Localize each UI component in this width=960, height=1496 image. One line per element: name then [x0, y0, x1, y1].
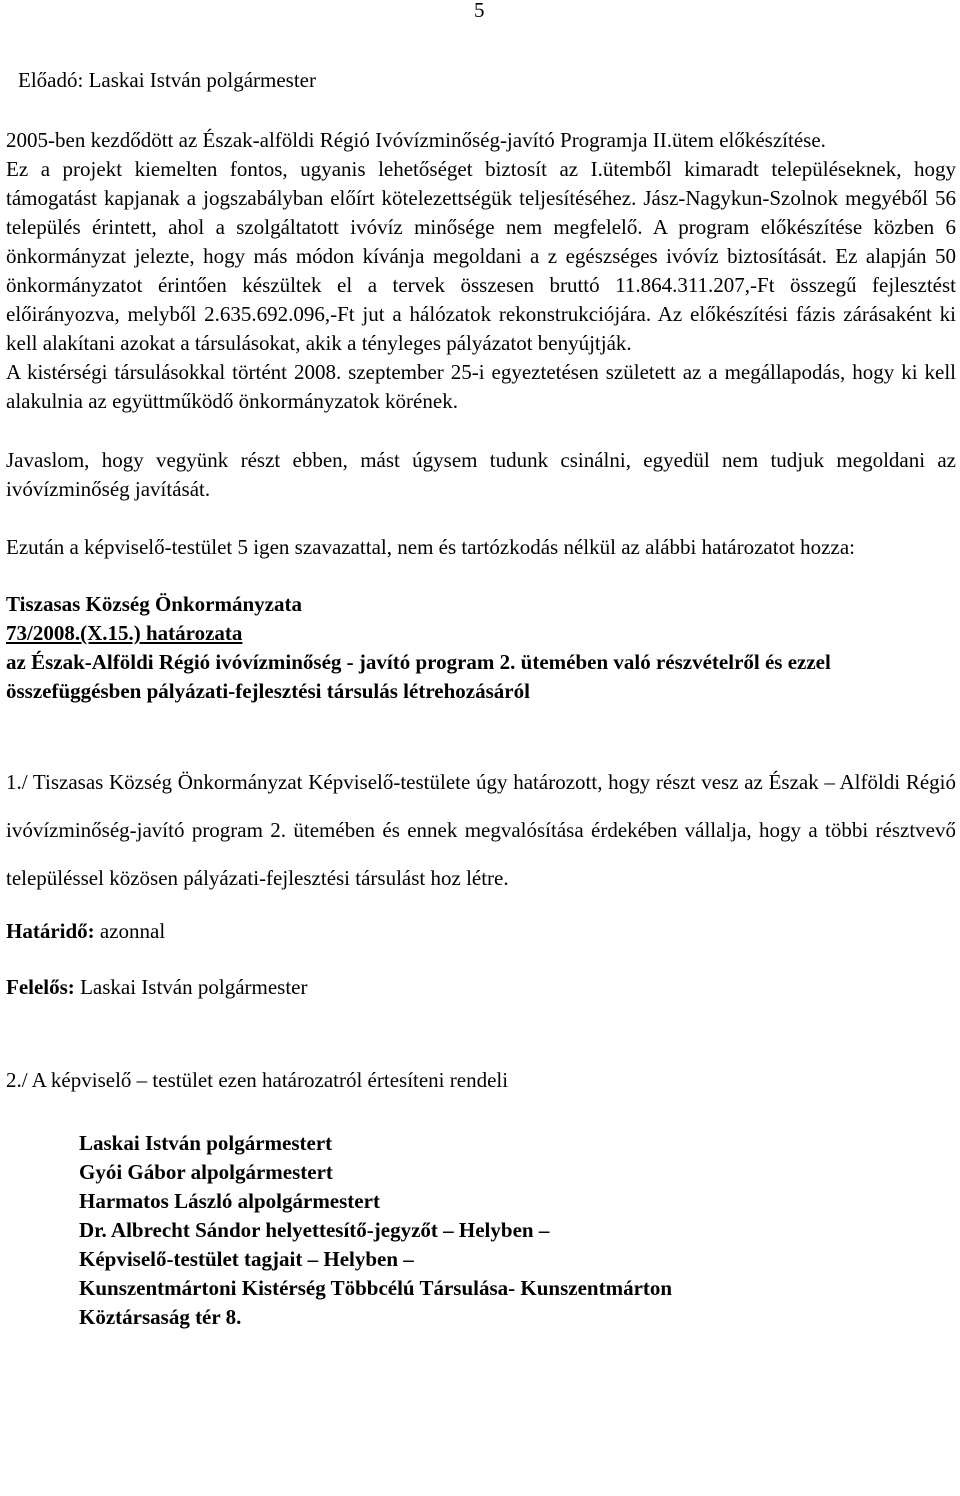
- page-number: 5: [474, 0, 485, 22]
- recipient-item: Kunszentmártoni Kistérség Többcélú Társulása- Kunszentmárton: [79, 1276, 673, 1300]
- recipient-item: Dr. Albrecht Sándor helyettesítő-jegyzőt – Helyben –: [79, 1218, 550, 1242]
- intro-sentence-1: 2005-ben kezdődött az Észak-alföldi Régió Ivóvízminőség-javító Programja II.ütem előkészítése.: [6, 128, 826, 152]
- deadline-line: [6, 917, 956, 946]
- intro-sentence-2: Ez a projekt kiemelten fontos, ugyanis lehetőséget biztosít az I.ütemből kimaradt településeknek, hogy támogatást kapjanak a jogszabályban előírt kötelezettségük teljesítéséhez. Jász-Nagykun-Szolnok megyéből 56 település érintett, ahol a szolgáltatott ivóvíz minősége nem megfelelő. A program előkészítése közben 6 önkormányzat jelezte, hogy más módon kívánja megoldani a z egészséges ivóvíz biztosítását. Ez alapján 50 önkormányzatot érintően készültek el a tervek összesen bruttó 11.864.311.207,-Ft összegű fejlesztést előirányozva, melyből 2.635.692.096,-Ft jut a hálózatok rekonstrukciójára. Az előkészítési fázis zárásaként ki kell alakítani azokat a társulásokat, akik a tényleges pályázatot benyújtják.: [6, 157, 956, 355]
- recipient-item: Gyói Gábor alpolgármestert: [79, 1160, 333, 1184]
- resolution-issuer: Tiszasas Község Önkormányzata: [6, 592, 302, 616]
- resolution-heading: [6, 590, 956, 706]
- responsible-value: Laskai István polgármester: [74, 975, 308, 999]
- recipient-item: Képviselő-testület tagjait – Helyben –: [79, 1247, 414, 1271]
- responsible-label: Felelős:: [6, 975, 75, 999]
- recipient-item: Köztársaság tér 8.: [79, 1305, 242, 1329]
- intro-paragraph: [6, 126, 956, 416]
- resolution-point-1: 1./ Tiszasas Község Önkormányzat Képviselő-testülete úgy határozott, hogy részt vesz az Észak – Alföldi Régió ivóvízminőség-javító program 2. ütemében és ennek megvalósítása érdekében vállalja, hogy a többi résztvevő településsel közösen pályázati-fejlesztési társulást hoz létre.: [6, 770, 956, 890]
- intro-sentence-3: A kistérségi társulásokkal történt 2008. szeptember 25-i egyeztetésen született az a megállapodás, hogy ki kell alakulnia az együttműködő önkormányzatok körének.: [6, 360, 956, 413]
- vote-paragraph: Ezután a képviselő-testület 5 igen szavazattal, nem és tartózkodás nélkül az alábbi határozatot hozza:: [6, 535, 855, 559]
- resolution-number: 73/2008.(X.15.) határozata: [6, 621, 243, 645]
- resolution-point-2: 2./ A képviselő – testület ezen határozatról értesíteni rendeli: [6, 1068, 509, 1092]
- document-body: [6, 66, 956, 1332]
- recipient-item: Laskai István polgármestert: [79, 1131, 333, 1155]
- recipient-item: Harmatos László alpolgármestert: [79, 1189, 380, 1213]
- proposal-paragraph: Javaslom, hogy vegyünk részt ebben, mást úgysem tudunk csinálni, egyedül nem tudjuk megoldani az ivóvízminőség javítását.: [6, 448, 956, 501]
- recipient-list: [79, 1129, 956, 1332]
- presenter-line: Előadó: Laskai István polgármester: [18, 68, 316, 92]
- responsible-line: [6, 973, 956, 1002]
- resolution-title: az Észak-Alföldi Régió ivóvízminőség - javító program 2. ütemében való részvételről és ezzel összefüggésben pályázati-fejlesztési társulás létrehozásáról: [6, 650, 831, 703]
- deadline-value: azonnal: [94, 919, 166, 943]
- deadline-label: Határidő:: [6, 919, 95, 943]
